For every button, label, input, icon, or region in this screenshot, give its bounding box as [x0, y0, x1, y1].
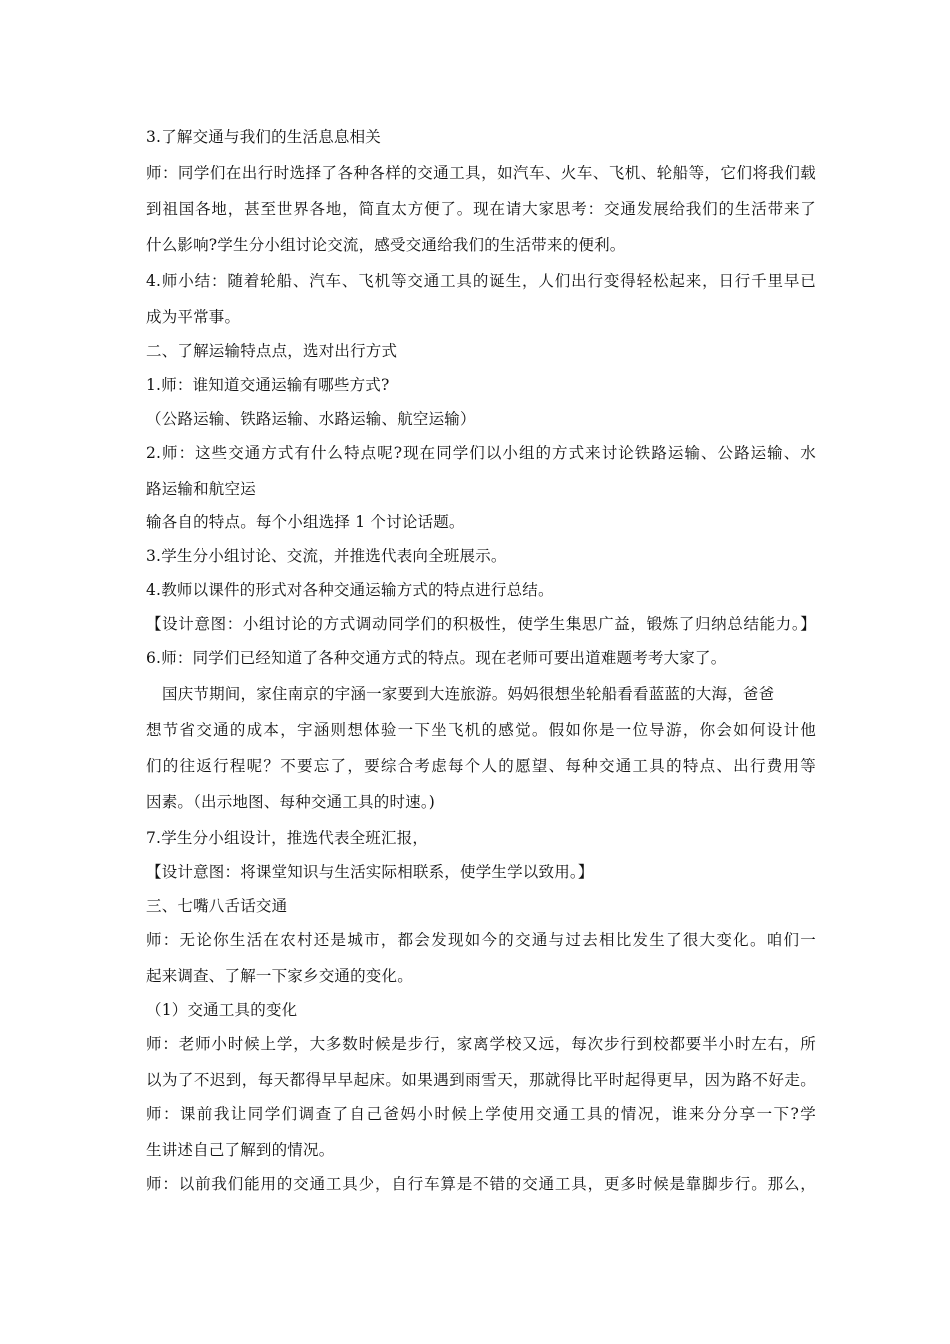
text-line: 国庆节期间，家住南京的宇涵一家要到大连旅游。妈妈很想坐轮船看看蓝蓝的大海，爸爸: [162, 685, 775, 703]
text-line: 因素。（出示地图、每种交通工具的时速。): [146, 793, 436, 811]
text-line: 到祖国各地，甚至世界各地，简直太方便了。现在请大家思考：交通发展给我们的生活带来了: [146, 200, 816, 218]
text-line: 生讲述自己了解到的情况。: [146, 1141, 335, 1159]
text-line: 想节省交通的成本，宇涵则想体验一下坐飞机的感觉。假如你是一位导游，你会如何设计他: [146, 721, 816, 739]
text-line: 4.师小结：随着轮船、汽车、飞机等交通工具的诞生，人们出行变得轻松起来，日行千里早已: [146, 272, 816, 290]
design-intent-note: 【设计意图：将课堂知识与生活实际相联系，使学生学以致用。】: [146, 863, 594, 881]
text-line: 3.了解交通与我们的生活息息相关: [146, 128, 381, 146]
design-intent-note: 【设计意图：小组讨论的方式调动同学们的积极性，使学生集思广益，锻炼了归纳总结能力。】: [146, 615, 816, 633]
text-line: 什么影响?学生分小组讨论交流，感受交通给我们的生活带来的便利。: [146, 236, 626, 254]
text-line: 6.师：同学们已经知道了各种交通方式的特点。现在老师可要出道难题考考大家了。: [146, 649, 727, 667]
text-line: 师：以前我们能用的交通工具少，自行车算是不错的交通工具，更多时候是靠脚步行。那么，: [146, 1175, 816, 1193]
text-line: 成为平常事。: [146, 308, 241, 326]
section-heading: 三、七嘴八舌话交通: [146, 897, 288, 915]
text-line: 师：同学们在出行时选择了各种各样的交通工具，如汽车、火车、飞机、轮船等，它们将我们载: [146, 164, 816, 182]
subsection-heading: （1）交通工具的变化: [146, 1001, 298, 1019]
text-line: 师：老师小时候上学，大多数时候是步行，家离学校又远，每次步行到校都要半小时左右，所: [146, 1035, 816, 1053]
text-line: 4.教师以课件的形式对各种交通运输方式的特点进行总结。: [146, 581, 554, 599]
text-line: 以为了不迟到，每天都得早早起床。如果遇到雨雪天，那就得比平时起得更早，因为路不好走。: [146, 1071, 816, 1089]
text-line: 7.学生分小组设计，推选代表全班汇报，: [146, 829, 429, 847]
text-line: 输各自的特点。每个小组选择 1 个讨论话题。: [146, 513, 465, 531]
section-heading: 二、了解运输特点点，选对出行方式: [146, 342, 398, 360]
text-line: 1.师：谁知道交通运输有哪些方式?: [146, 376, 390, 394]
text-line: （公路运输、铁路运输、水路运输、航空运输）: [146, 410, 476, 428]
text-line: 路运输和航空运: [146, 480, 256, 498]
text-line: 们的往返行程呢？不要忘了，要综合考虑每个人的愿望、每种交通工具的特点、出行费用等: [146, 757, 816, 775]
text-line: 起来调查、了解一下家乡交通的变化。: [146, 967, 413, 985]
text-line: 师：课前我让同学们调查了自己爸妈小时候上学使用交通工具的情况，谁来分分享一下?学: [146, 1105, 816, 1123]
text-line: 3.学生分小组讨论、交流，并推选代表向全班展示。: [146, 547, 507, 565]
text-line: 师：无论你生活在农村还是城市，都会发现如今的交通与过去相比发生了很大变化。咱们一: [146, 931, 816, 949]
text-line: 2.师：这些交通方式有什么特点呢?现在同学们以小组的方式来讨论铁路运输、公路运输、水: [146, 444, 816, 462]
